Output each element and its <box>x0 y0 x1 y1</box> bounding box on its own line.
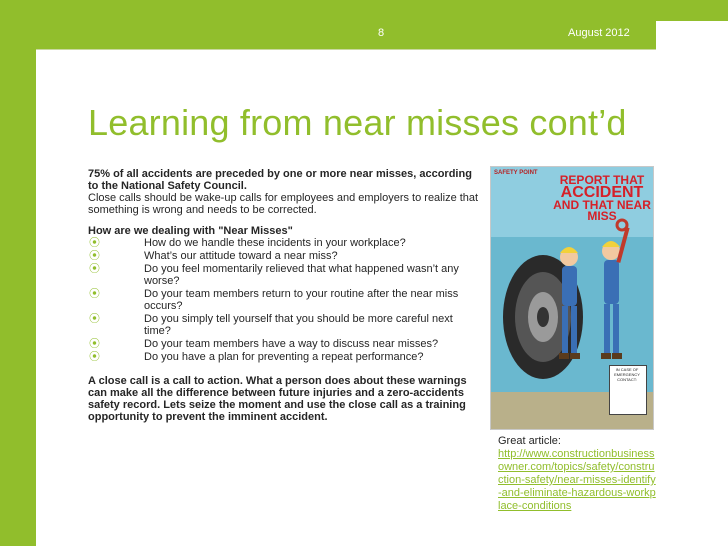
list-item <box>88 313 480 337</box>
list-item-text: What’s our attitude toward a near miss? <box>144 250 338 262</box>
poster-headline-line: AND THAT NEAR <box>553 198 651 212</box>
slide-title: Learning from near misses cont’d <box>88 102 627 143</box>
target-bullet-icon: ⦿ <box>89 263 100 275</box>
article-link[interactable]: http://www.constructionbusinessowner.com/topics/safety/construction-safety/near-misses-identify-and-eliminate-hazardous-workplace-conditions <box>498 448 656 512</box>
list-item <box>88 288 480 312</box>
article-label: Great article: <box>498 435 561 447</box>
poster-headline <box>553 175 651 222</box>
header-band <box>36 21 656 49</box>
header-divider <box>36 49 656 50</box>
list-item <box>88 338 480 350</box>
poster-contact-label: IN CASE OF EMERGENCY CONTACT: <box>614 367 640 382</box>
article-caption <box>498 435 658 513</box>
list-item <box>88 237 480 249</box>
list-item <box>88 351 480 363</box>
question-list <box>88 237 480 363</box>
slide-number: 8 <box>378 27 385 39</box>
target-bullet-icon: ⦿ <box>89 288 100 300</box>
target-bullet-icon: ⦿ <box>89 237 100 249</box>
target-bullet-icon: ⦿ <box>89 313 100 325</box>
list-item-text: Do your team members return to your routine after the near miss occurs? <box>144 288 459 312</box>
body-text <box>88 168 480 423</box>
target-bullet-icon: ⦿ <box>89 338 100 350</box>
slide-date: August 2012 <box>568 27 630 39</box>
poster-headline-line: REPORT THAT <box>559 173 645 187</box>
poster-headline-line: ACCIDENT <box>560 184 644 201</box>
target-bullet-icon: ⦿ <box>89 250 100 262</box>
list-item <box>88 263 480 287</box>
list-item-text: Do you feel momentarily relieved that what happened wasn’t any worse? <box>144 263 459 287</box>
poster-tag: SAFETY POINT <box>494 170 538 176</box>
list-item-text: Do you simply tell yourself that you should be more careful next time? <box>144 313 453 337</box>
list-item-text: Do you have a plan for preventing a repeat performance? <box>144 351 424 363</box>
list-item-text: How do we handle these incidents in your workplace? <box>144 237 406 249</box>
question-heading: How are we dealing with "Near Misses" <box>88 225 293 237</box>
safety-poster-image <box>490 166 654 430</box>
intro-wake-up: Close calls should be wake-up calls for employees and employers to realize that something is wrong and needs to be corrected. <box>88 192 479 216</box>
poster-headline-line: MISS <box>587 209 617 223</box>
closing-statement: A close call is a call to action. What a person does about these warnings can make all the difference between future injuries and a zero-accidents safety record. Lets seize the moment and use the close call as a training opportunity to prevent the imminent accident. <box>88 375 467 423</box>
list-item-text: Do your team members have a way to discuss near misses? <box>144 338 439 350</box>
target-bullet-icon: ⦿ <box>89 351 100 363</box>
intro-statistic: 75% of all accidents are preceded by one or more near misses, according to the National Safety Council. <box>88 168 472 192</box>
list-item <box>88 250 480 262</box>
